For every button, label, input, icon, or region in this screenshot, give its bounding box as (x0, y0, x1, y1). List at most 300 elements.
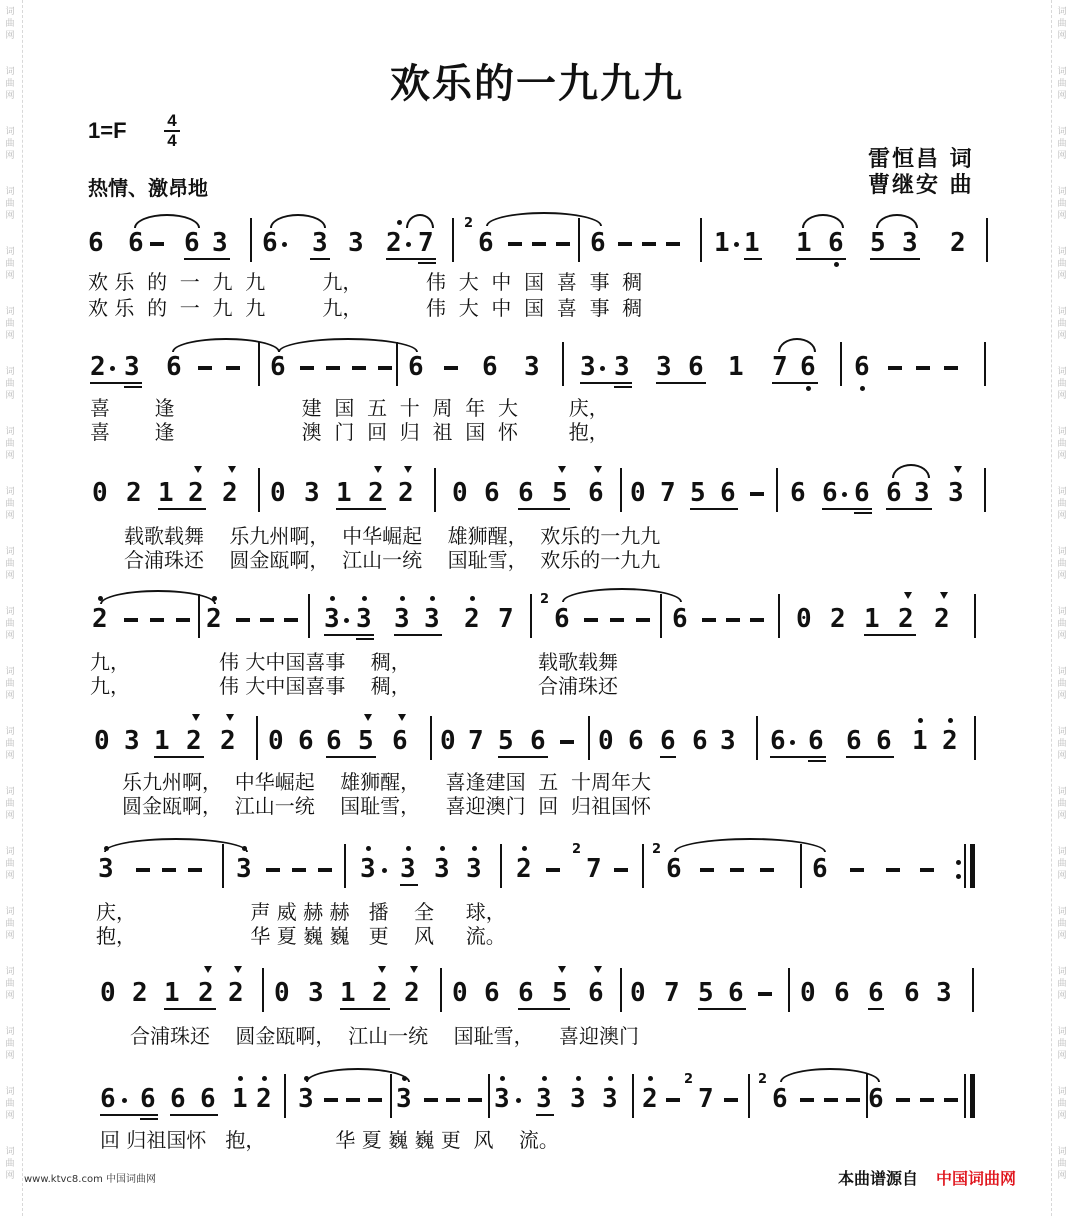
note-digit: 3 (98, 854, 114, 884)
note-digit: 0 (630, 478, 646, 508)
octave-dot (366, 846, 371, 851)
note-underline (518, 508, 570, 510)
note-digit: 2 (942, 726, 958, 756)
note-digit: 6 (800, 352, 816, 382)
lyricist-credit: 雷恒昌 词 (868, 147, 974, 172)
note-underline (124, 386, 142, 388)
note-digit: 3 (720, 726, 736, 756)
octave-dot (110, 366, 115, 371)
lyrics-system-4-verse-2: 九， 伟 大中国喜事 稠， 合浦珠还 (90, 674, 618, 698)
extension-dash (636, 618, 650, 622)
note-digit: 3 (298, 1084, 314, 1114)
note-underline (808, 760, 826, 762)
note-digit: 7 (498, 604, 514, 634)
extension-dash (162, 868, 176, 872)
extension-dash (346, 1098, 360, 1102)
bar-line (972, 968, 974, 1012)
lyrics-system-5-verse-2: 圆金瓯啊， 江山一统 国耻雪， 喜迎澳门 回 归祖国怀 (122, 794, 652, 818)
note-digit: 3 (494, 1084, 510, 1114)
extension-dash (886, 868, 900, 872)
note-digit: 1 (164, 978, 180, 1008)
note-underline (822, 508, 872, 510)
note-digit: 1 (912, 726, 928, 756)
note-digit: 2 (368, 478, 384, 508)
bar-line (756, 716, 758, 760)
note-digit: 6 (822, 478, 838, 508)
extension-dash (188, 868, 202, 872)
note-digit: 6 (904, 978, 920, 1008)
note-underline (536, 1114, 554, 1116)
watermark-text: 词 曲 网 (5, 247, 15, 281)
extension-dash (324, 1098, 338, 1102)
note-underline (744, 258, 762, 260)
watermark-text: 词 曲 网 (5, 1087, 15, 1121)
watermark-text: 词 曲 网 (5, 1147, 15, 1181)
note-digit: 6 (298, 726, 314, 756)
note-underline (772, 382, 818, 384)
bar-line (700, 218, 702, 262)
note-digit: 1 (744, 228, 760, 258)
notation-system-6 (0, 842, 1074, 884)
note-digit: 0 (630, 978, 646, 1008)
note-underline (770, 756, 826, 758)
note-digit: 3 (524, 352, 540, 382)
note-underline (846, 756, 894, 758)
note-digit: 6 (846, 726, 862, 756)
accent-mark (398, 714, 406, 721)
extension-dash (444, 366, 458, 370)
note-digit: 6 (828, 228, 844, 258)
lyrics-system-3-verse-2: 合浦珠还 圆金瓯啊， 江山一统 国耻雪， 欢乐的一九九 (124, 548, 661, 572)
extension-dash (176, 618, 190, 622)
lyrics-system-4-verse-1: 九， 伟 大中国喜事 稠， 载歌载舞 (90, 650, 618, 674)
octave-dot (402, 1076, 407, 1081)
extension-dash (556, 242, 570, 246)
note-digit: 6 (518, 978, 534, 1008)
slur-arc (406, 214, 434, 228)
note-digit: 2 (206, 604, 222, 634)
lyrics-system-3-verse-1: 载歌载舞 乐九州啊， 中华崛起 雄狮醒， 欢乐的一九九 (124, 524, 661, 548)
watermark-text: 词 曲 网 (1057, 907, 1067, 941)
note-digit: 6 (408, 352, 424, 382)
note-digit: 3 (124, 726, 140, 756)
octave-dot (918, 718, 923, 723)
note-underline (158, 508, 206, 510)
octave-dot (956, 874, 961, 879)
note-digit: 3 (466, 854, 482, 884)
bar-line (344, 844, 346, 888)
octave-dot (542, 1076, 547, 1081)
slur-arc (562, 588, 682, 602)
watermark-text: 词 曲 网 (1057, 307, 1067, 341)
note-digit: 2 (90, 352, 106, 382)
extension-dash (730, 868, 744, 872)
slur-arc (778, 338, 816, 352)
extension-dash (150, 242, 164, 246)
bar-line (198, 594, 200, 638)
grace-note: 2 (572, 842, 582, 857)
lyrics-system-5-verse-1: 乐九州啊， 中华崛起 雄狮醒， 喜逢建国 五 十周年大 (122, 770, 652, 794)
accent-mark (594, 466, 602, 473)
extension-dash (724, 1098, 738, 1102)
note-digit: 3 (236, 854, 252, 884)
note-underline (184, 258, 230, 260)
bar-line (776, 468, 778, 512)
accent-mark (364, 714, 372, 721)
octave-dot (330, 596, 335, 601)
extension-dash (944, 366, 958, 370)
bar-line (562, 342, 564, 386)
note-digit: 7 (418, 228, 434, 258)
note-digit: 1 (232, 1084, 248, 1114)
note-underline (614, 386, 632, 388)
octave-dot (122, 1098, 127, 1103)
note-digit: 6 (88, 228, 104, 258)
bar-line (620, 468, 622, 512)
accent-mark (228, 466, 236, 473)
note-digit: 3 (324, 604, 340, 634)
grace-note: 2 (758, 1072, 768, 1087)
octave-dot (282, 242, 287, 247)
watermark-text: 词 曲 网 (1057, 487, 1067, 521)
note-digit: 1 (864, 604, 880, 634)
lyrics-system-1-verse-2: 欢 乐 的 一 九 九 九， 伟 大 中 国 喜 事 稠 (88, 296, 643, 320)
composer-credit: 曹继安 曲 (868, 173, 974, 198)
octave-dot (522, 846, 527, 851)
note-digit: 6 (628, 726, 644, 756)
bar-line (250, 218, 252, 262)
accent-mark (410, 966, 418, 973)
octave-dot (734, 242, 739, 247)
octave-dot (860, 386, 865, 391)
note-digit: 1 (714, 228, 730, 258)
note-underline (660, 756, 676, 758)
watermark-text: 词 曲 网 (5, 907, 15, 941)
note-underline (868, 1008, 884, 1010)
watermark-text: 词 曲 网 (1057, 727, 1067, 761)
note-digit: 1 (158, 478, 174, 508)
octave-dot (608, 1076, 613, 1081)
note-underline (154, 756, 204, 758)
octave-dot (397, 220, 402, 225)
note-digit: 1 (340, 978, 356, 1008)
bar-line (430, 716, 432, 760)
footer-source-label: 本曲谱源自 (838, 1169, 919, 1188)
note-underline (324, 634, 374, 636)
note-digit: 5 (498, 726, 514, 756)
note-digit: 3 (570, 1084, 586, 1114)
note-digit: 2 (404, 978, 420, 1008)
extension-dash (666, 1098, 680, 1102)
watermark-text: 词 曲 网 (5, 727, 15, 761)
note-digit: 7 (660, 478, 676, 508)
note-digit: 6 (876, 726, 892, 756)
note-digit: 3 (580, 352, 596, 382)
bar-line (308, 594, 310, 638)
note-digit: 6 (392, 726, 408, 756)
note-digit: 6 (170, 1084, 186, 1114)
extension-dash (888, 366, 902, 370)
meter-bottom: 4 (167, 131, 177, 150)
note-underline (340, 1008, 390, 1010)
note-digit: 6 (270, 352, 286, 382)
bar-line (800, 844, 802, 888)
accent-mark (378, 966, 386, 973)
note-digit: 6 (868, 1084, 884, 1114)
note-digit: 3 (394, 604, 410, 634)
accent-mark (192, 714, 200, 721)
watermark-text: 词 曲 网 (1057, 127, 1067, 161)
lyrics-system-2-verse-2: 喜 逢 澳 门 回 归 祖 国 怀 抱， (90, 420, 609, 444)
note-digit: 6 (482, 352, 498, 382)
bar-line (578, 218, 580, 262)
note-digit: 3 (124, 352, 140, 382)
accent-mark (234, 966, 242, 973)
octave-dot (956, 860, 961, 865)
note-digit: 6 (854, 352, 870, 382)
extension-dash (846, 1098, 860, 1102)
note-digit: 1 (728, 352, 744, 382)
bar-line (588, 716, 590, 760)
note-digit: 2 (92, 604, 108, 634)
extension-dash (468, 1098, 482, 1102)
note-underline (386, 258, 436, 260)
watermark-text: 词 曲 网 (5, 7, 15, 41)
note-digit: 3 (396, 1084, 412, 1114)
watermark-text: 词 曲 网 (5, 127, 15, 161)
note-underline (170, 1114, 218, 1116)
note-digit: 6 (868, 978, 884, 1008)
octave-dot (382, 868, 387, 873)
watermark-text: 词 曲 网 (5, 787, 15, 821)
octave-dot (600, 366, 605, 371)
bar-line (788, 968, 790, 1012)
note-underline (656, 382, 706, 384)
extension-dash (226, 366, 240, 370)
song-title: 欢乐的一九九九 (390, 60, 684, 107)
extension-dash (300, 366, 314, 370)
note-digit: 6 (518, 478, 534, 508)
note-digit: 6 (128, 228, 144, 258)
extension-dash (944, 1098, 958, 1102)
accent-mark (594, 966, 602, 973)
note-digit: 6 (692, 726, 708, 756)
note-underline (356, 638, 374, 640)
watermark-text: 词 曲 网 (1057, 787, 1067, 821)
note-digit: 3 (424, 604, 440, 634)
watermark-text: 词 曲 网 (1057, 667, 1067, 701)
extension-dash (266, 868, 280, 872)
extension-dash (318, 868, 332, 872)
octave-dot (400, 596, 405, 601)
note-digit: 3 (948, 478, 964, 508)
extension-dash (642, 242, 656, 246)
octave-dot (576, 1076, 581, 1081)
note-digit: 5 (870, 228, 886, 258)
extension-dash (326, 366, 340, 370)
accent-mark (194, 466, 202, 473)
watermark-text: 词 曲 网 (1057, 547, 1067, 581)
note-underline (336, 508, 386, 510)
note-digit: 3 (356, 604, 372, 634)
note-digit: 1 (336, 478, 352, 508)
bar-line (974, 716, 976, 760)
note-digit: 6 (100, 1084, 116, 1114)
note-digit: 3 (434, 854, 450, 884)
bar-line (964, 1074, 966, 1118)
bar-line (660, 594, 662, 638)
note-digit: 1 (796, 228, 812, 258)
note-digit: 3 (614, 352, 630, 382)
note-digit: 2 (132, 978, 148, 1008)
bar-line (500, 844, 502, 888)
extension-dash (700, 868, 714, 872)
note-underline (90, 382, 142, 384)
note-underline (400, 884, 418, 886)
note-digit: 2 (934, 604, 950, 634)
octave-dot (470, 596, 475, 601)
bar-line (974, 594, 976, 638)
bar-line (262, 968, 264, 1012)
watermark-text: 词 曲 网 (1057, 1087, 1067, 1121)
bar-line (970, 1074, 975, 1118)
note-underline (140, 1118, 158, 1120)
note-digit: 6 (770, 726, 786, 756)
octave-dot (648, 1076, 653, 1081)
note-underline (100, 1114, 158, 1116)
extension-dash (378, 366, 392, 370)
note-digit: 6 (184, 228, 200, 258)
watermark-text: 词 曲 网 (1057, 1027, 1067, 1061)
note-digit: 2 (464, 604, 480, 634)
notation-system-2 (0, 352, 1074, 382)
note-digit: 3 (536, 1084, 552, 1114)
watermark-text: 词 曲 网 (5, 547, 15, 581)
note-digit: 0 (270, 478, 286, 508)
note-digit: 6 (728, 978, 744, 1008)
extension-dash (916, 366, 930, 370)
notation-system-7 (0, 978, 1074, 1008)
slur-arc (780, 1068, 880, 1082)
note-digit: 6 (772, 1084, 788, 1114)
note-digit: 6 (812, 854, 828, 884)
notation-system-5 (0, 726, 1074, 756)
bar-line (530, 594, 532, 638)
watermark-text: 词 曲 网 (1057, 187, 1067, 221)
note-digit: 6 (720, 478, 736, 508)
note-digit: 3 (914, 478, 930, 508)
watermark-text: 词 曲 网 (1057, 607, 1067, 641)
watermark-text: 词 曲 网 (5, 307, 15, 341)
bar-line (778, 594, 780, 638)
extension-dash (508, 242, 522, 246)
note-underline (854, 512, 872, 514)
bar-line (258, 468, 260, 512)
note-digit: 6 (166, 352, 182, 382)
extension-dash (446, 1098, 460, 1102)
slur-arc (270, 214, 326, 228)
octave-dot (242, 846, 247, 851)
note-digit: 6 (660, 726, 676, 756)
bar-line (256, 716, 258, 760)
bar-line (396, 342, 398, 386)
notation-system-3 (0, 478, 1074, 508)
note-digit: 6 (688, 352, 704, 382)
grace-note: 2 (540, 592, 550, 607)
note-digit: 2 (126, 478, 142, 508)
watermark-text: 词 曲 网 (1057, 1147, 1067, 1181)
note-digit: 0 (92, 478, 108, 508)
extension-dash (368, 1098, 382, 1102)
accent-mark (404, 466, 412, 473)
accent-mark (204, 966, 212, 973)
watermark-text: 词 曲 网 (1057, 67, 1067, 101)
extension-dash (850, 868, 864, 872)
footer-source-site[interactable]: 中国词曲网 (936, 1169, 1017, 1188)
meter-top: 4 (167, 111, 177, 130)
key-signature: 1=F (88, 118, 127, 143)
note-digit: 6 (140, 1084, 156, 1114)
slur-arc (134, 214, 200, 228)
note-digit: 3 (348, 228, 364, 258)
octave-dot (406, 242, 411, 247)
note-digit: 3 (656, 352, 672, 382)
note-underline (796, 258, 846, 260)
slur-arc (876, 214, 918, 228)
octave-dot (842, 492, 847, 497)
note-digit: 6 (484, 478, 500, 508)
note-digit: 6 (588, 478, 604, 508)
note-digit: 3 (400, 854, 416, 884)
bar-line (984, 468, 986, 512)
note-underline (418, 262, 436, 264)
note-underline (870, 258, 920, 260)
slur-arc (306, 1068, 410, 1082)
note-digit: 3 (308, 978, 324, 1008)
note-digit: 6 (588, 978, 604, 1008)
watermark-text: 词 曲 网 (5, 967, 15, 1001)
extension-dash (236, 618, 250, 622)
extension-dash (666, 242, 680, 246)
bar-line (632, 1074, 634, 1118)
watermark-text: 词 曲 网 (5, 847, 15, 881)
bar-line (488, 1074, 490, 1118)
slur-arc (674, 838, 826, 852)
note-digit: 2 (516, 854, 532, 884)
note-digit: 3 (902, 228, 918, 258)
lyrics-system-8: 回 归祖国怀 抱， 华 夏 巍 巍 更 风 流。 (100, 1128, 559, 1152)
octave-dot (948, 718, 953, 723)
note-digit: 6 (530, 726, 546, 756)
note-digit: 5 (690, 478, 706, 508)
footer-source (838, 1166, 1016, 1189)
extension-dash (150, 618, 164, 622)
note-underline (580, 382, 632, 384)
watermark-text: 词 曲 网 (5, 367, 15, 401)
note-digit: 2 (386, 228, 402, 258)
note-digit: 0 (440, 726, 456, 756)
bar-line (964, 844, 966, 888)
bar-line (840, 342, 842, 386)
note-underline (310, 258, 330, 260)
octave-dot (430, 596, 435, 601)
note-digit: 2 (372, 978, 388, 1008)
bar-line (984, 342, 986, 386)
notation-system-1 (0, 216, 1074, 258)
extension-dash (532, 242, 546, 246)
note-digit: 2 (398, 478, 414, 508)
note-digit: 2 (198, 978, 214, 1008)
